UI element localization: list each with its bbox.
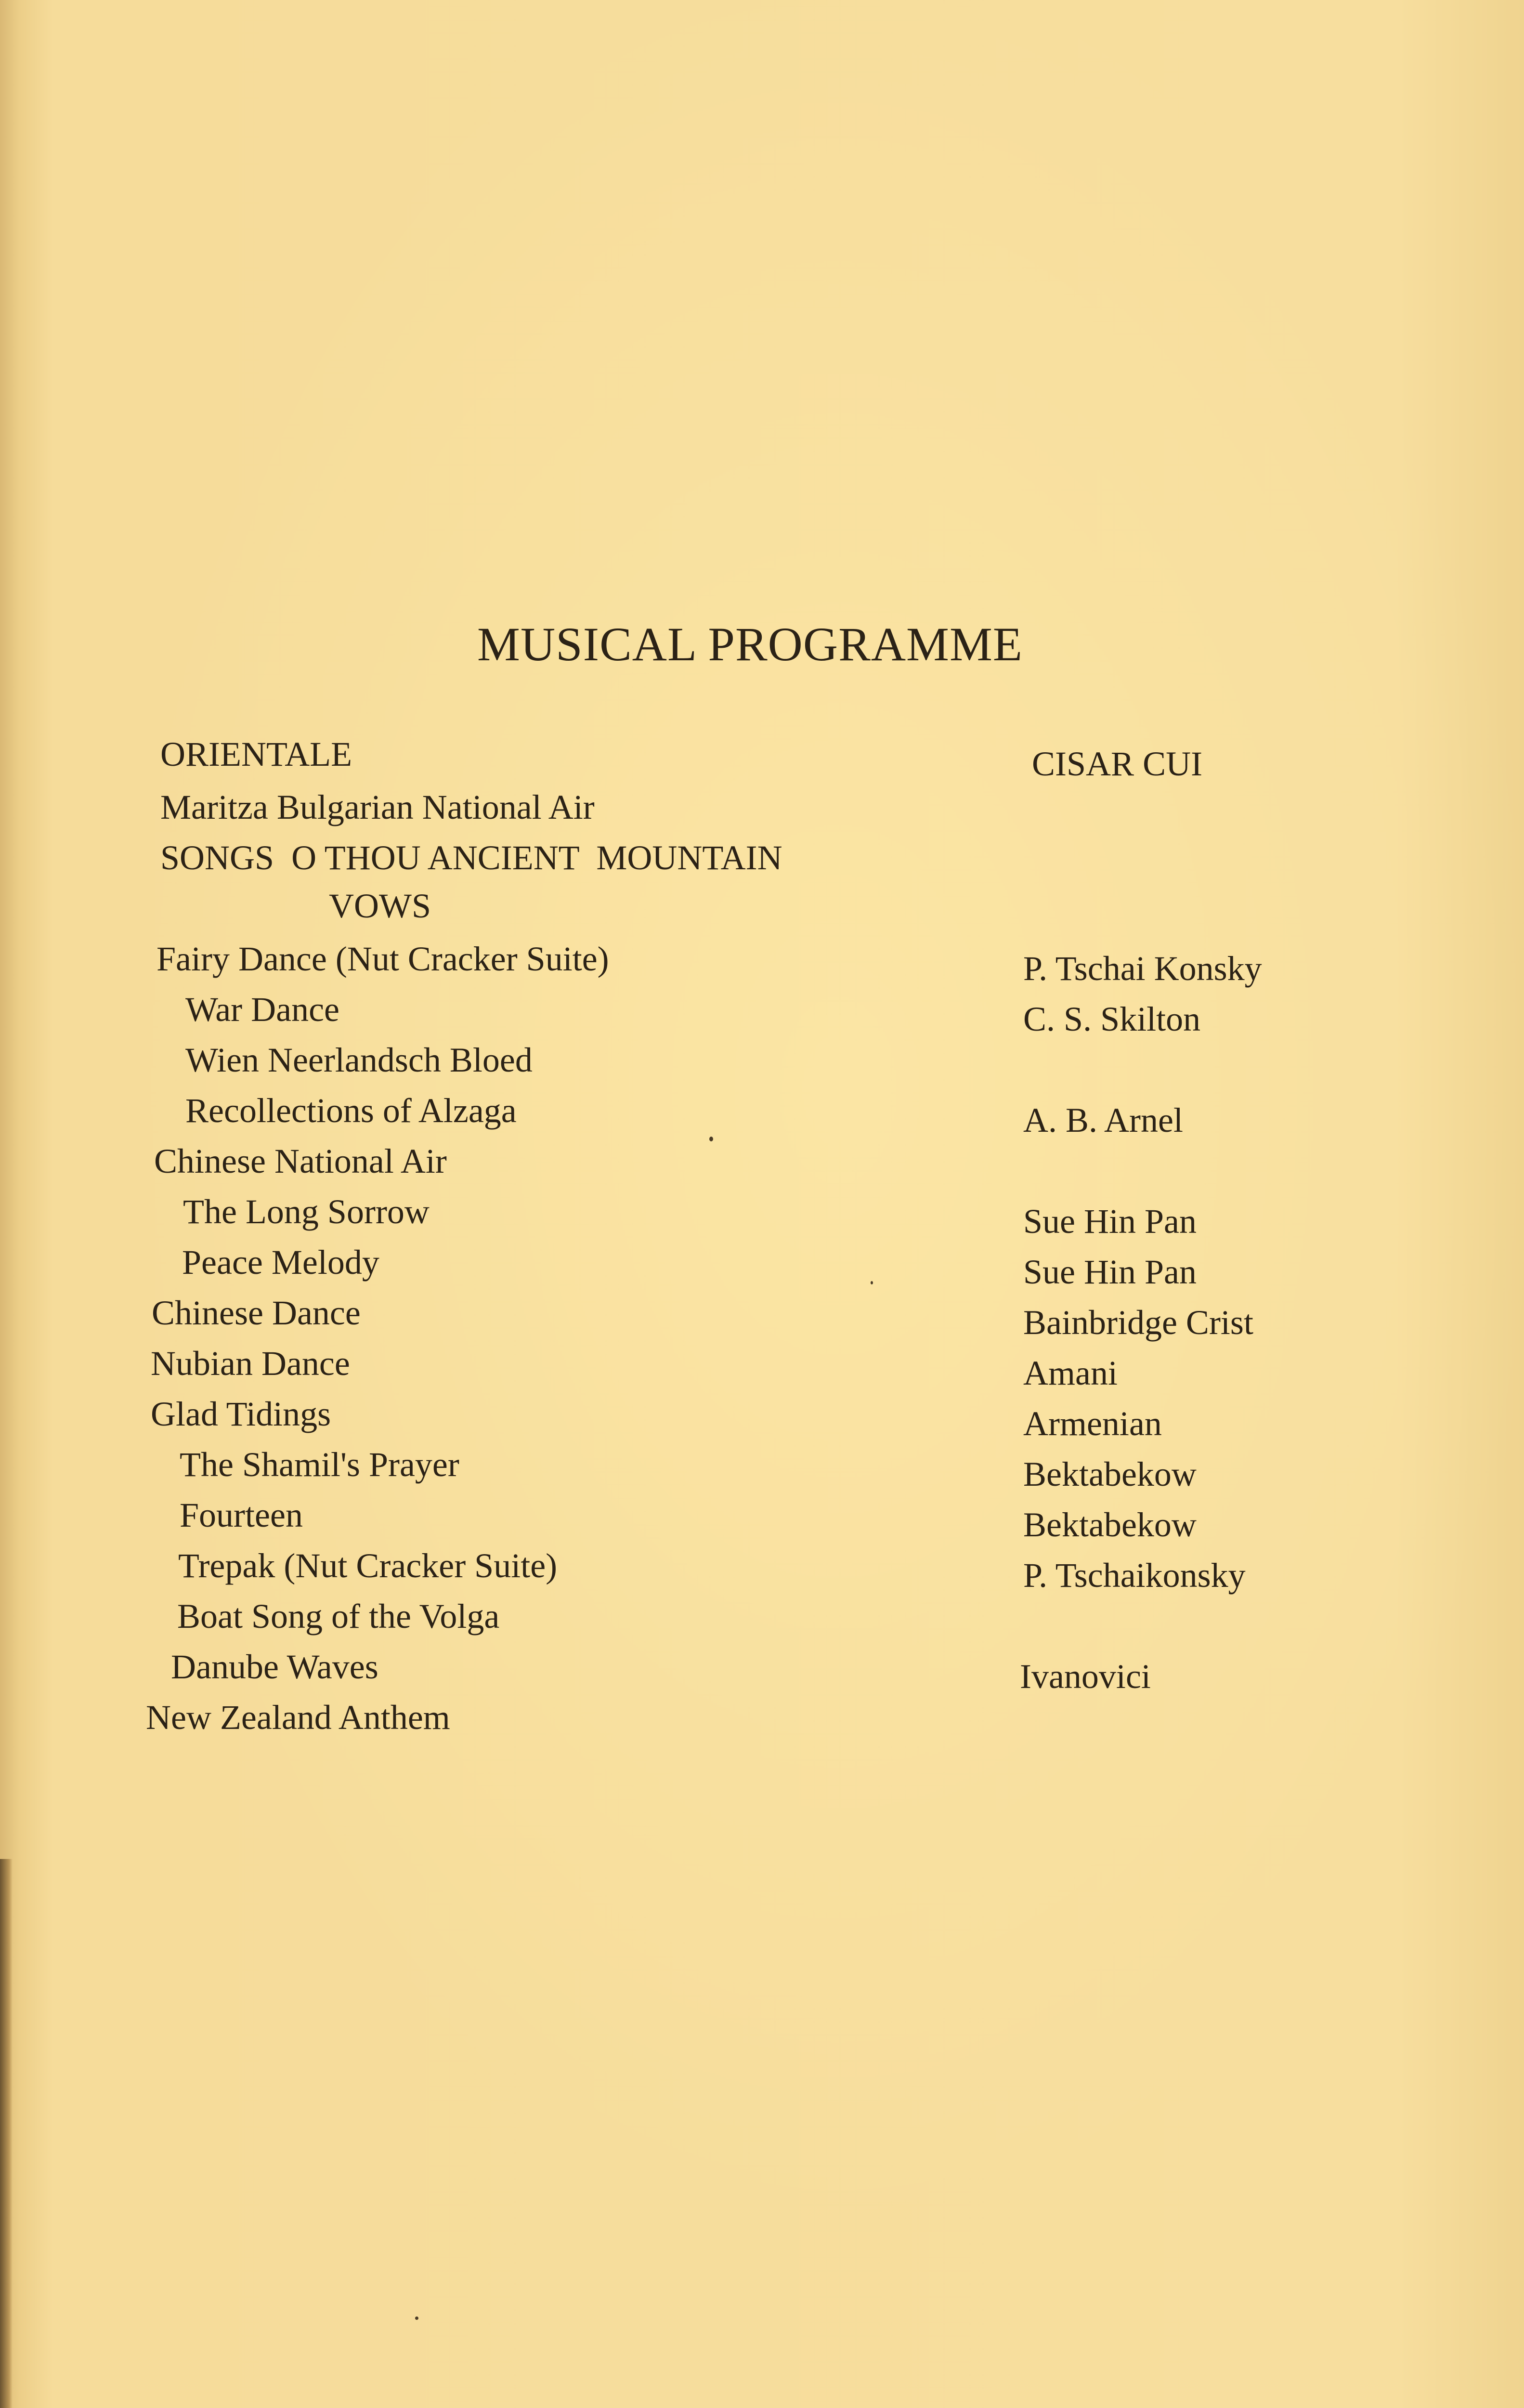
programme-item-piece: Trepak (Nut Cracker Suite) [178,1546,558,1585]
programme-item-composer: C. S. Skilton [1023,1000,1201,1038]
programme-item-piece: Fourteen [180,1496,303,1534]
paper-speck [415,2316,418,2320]
paper-speck [871,1281,873,1284]
programme-item-piece: Maritza Bulgarian National Air [160,788,595,826]
programme-item-composer: CISAR CUI [1032,745,1203,783]
programme-item-composer: Amani [1023,1354,1118,1392]
programme-item-piece: SONGS O THOU ANCIENT MOUNTAIN [160,838,782,877]
programme-item-composer: Sue Hin Pan [1023,1202,1197,1241]
programme-item-piece: Recollections of Alzaga [185,1091,517,1130]
programme-item-piece: Peace Melody [182,1243,379,1282]
programme-item-composer: Armenian [1023,1404,1162,1443]
page-title: MUSICAL PROGRAMME [477,617,1023,671]
programme-item-piece: Glad Tidings [151,1395,331,1433]
programme-item-composer: Bektabekow [1023,1505,1197,1544]
programme-item-composer: Bektabekow [1023,1455,1197,1493]
programme-item-piece: Wien Neerlandsch Bloed [185,1041,533,1079]
programme-item-piece: New Zealand Anthem [146,1698,450,1737]
programme-item-composer: P. Tschai Konsky [1023,949,1262,988]
programme-item-composer: A. B. Arnel [1023,1101,1183,1139]
programme-item-composer: Bainbridge Crist [1023,1303,1253,1342]
programme-item-piece: The Shamil's Prayer [180,1445,459,1484]
programme-item-piece: The Long Sorrow [183,1192,430,1231]
programme-item-piece: War Dance [185,990,339,1029]
programme-item-piece: Boat Song of the Volga [177,1597,500,1636]
programme-item-composer: Ivanovici [1020,1657,1151,1696]
programme-item-piece: Fairy Dance (Nut Cracker Suite) [156,940,609,978]
programme-item-composer: P. Tschaikonsky [1023,1556,1246,1595]
paper-speck [709,1137,713,1141]
binding-edge [0,1859,13,2408]
programme-item-piece: Chinese National Air [154,1142,447,1180]
programme-item-piece: Chinese Dance [152,1294,361,1332]
programme-item-piece: Danube Waves [171,1648,378,1686]
programme-item-piece: VOWS [329,887,431,925]
programme-item-piece: Nubian Dance [151,1344,350,1383]
programme-item-piece: ORIENTALE [160,735,352,773]
programme-item-composer: Sue Hin Pan [1023,1253,1197,1291]
